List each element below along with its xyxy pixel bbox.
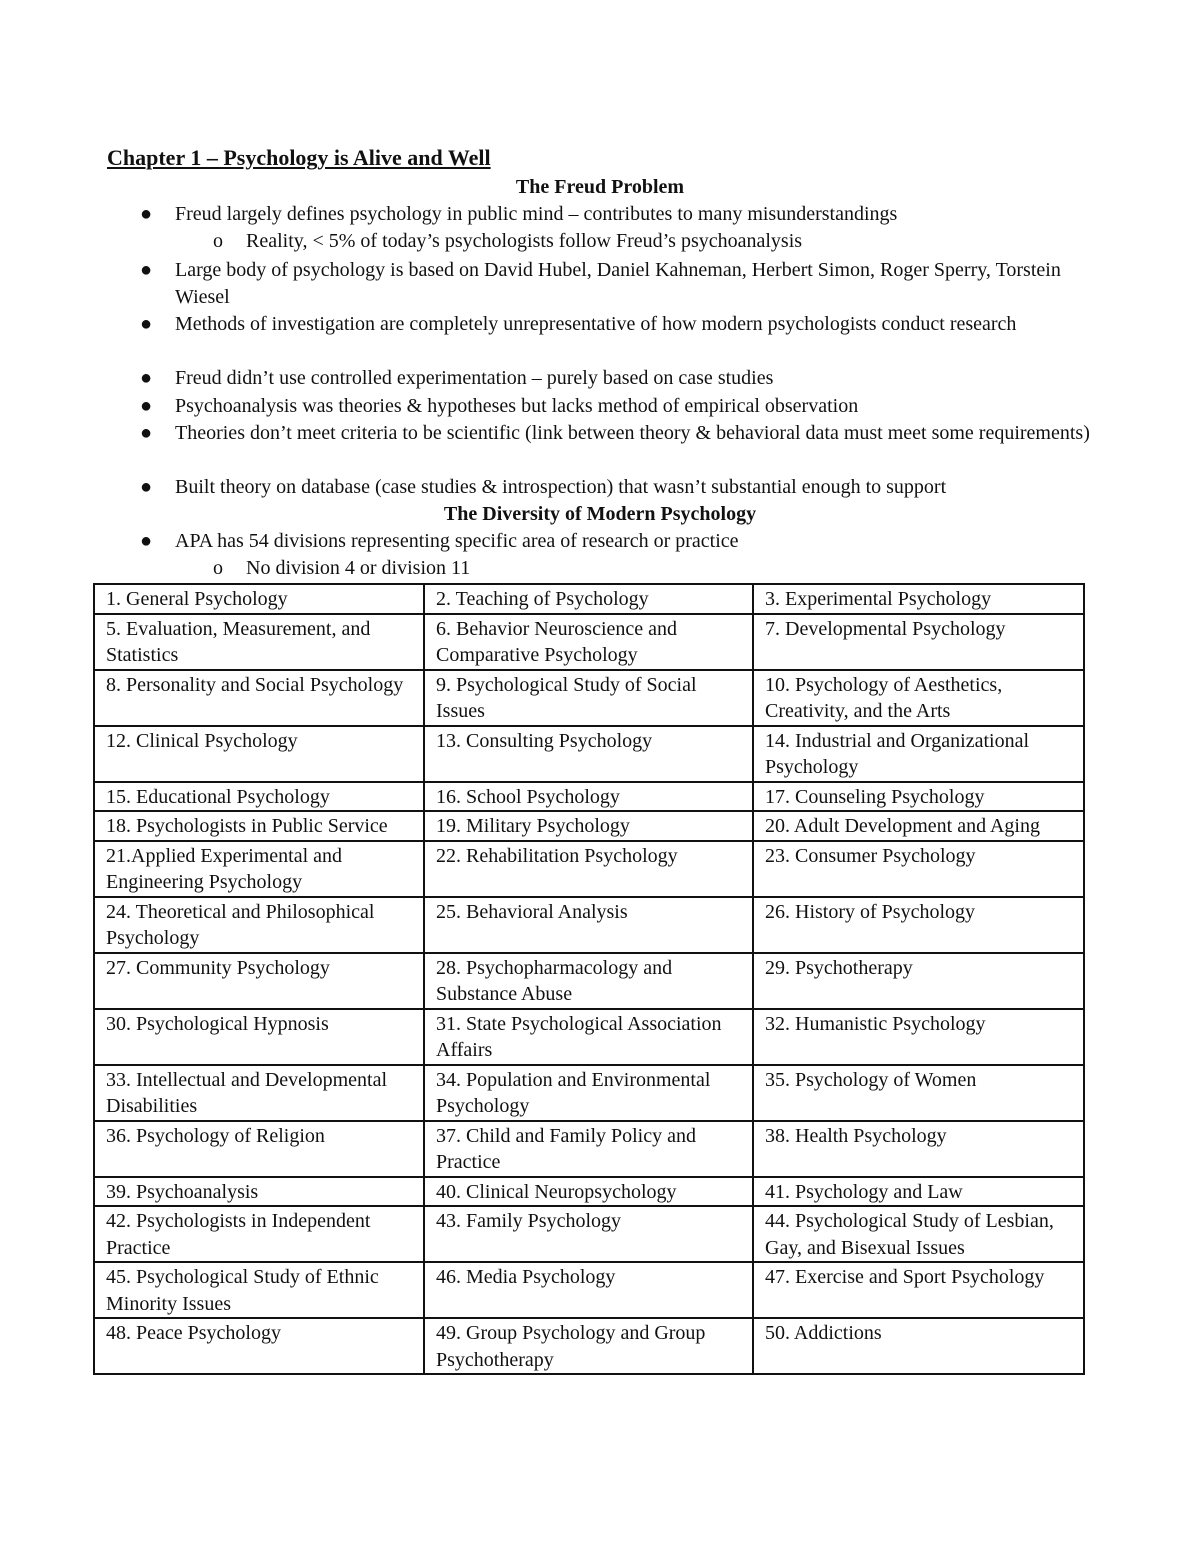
table-cell: 8. Personality and Social Psychology bbox=[94, 670, 424, 726]
bullet-item: Psychoanalysis was theories & hypotheses but lacks method of empirical observation bbox=[175, 395, 859, 417]
table-row bbox=[94, 1009, 1084, 1065]
sub-bullet-marker: o bbox=[213, 230, 223, 252]
section-heading-diversity: The Diversity of Modern Psychology bbox=[443, 503, 757, 525]
bullet-marker: ● bbox=[140, 259, 153, 281]
table-cell: 29. Psychotherapy bbox=[753, 953, 1084, 1009]
table-cell: 24. Theoretical and Philosophical Psychology bbox=[94, 897, 424, 953]
bullet-item: APA has 54 divisions representing specific area of research or practice bbox=[175, 530, 739, 552]
table-row bbox=[94, 953, 1084, 1009]
table-row bbox=[94, 584, 1084, 614]
bullet-marker: ● bbox=[140, 476, 153, 498]
table-cell: 49. Group Psychology and Group Psychotherapy bbox=[424, 1318, 753, 1374]
table-cell: 21.Applied Experimental and Engineering Psychology bbox=[94, 841, 424, 897]
table-cell: 42. Psychologists in Independent Practice bbox=[94, 1206, 424, 1262]
table-row bbox=[94, 1262, 1084, 1318]
table-cell: 34. Population and Environmental Psychology bbox=[424, 1065, 753, 1121]
table-row bbox=[94, 1065, 1084, 1121]
table-cell: 31. State Psychological Association Affairs bbox=[424, 1009, 753, 1065]
table-cell: 1. General Psychology bbox=[94, 584, 424, 614]
table-cell: 5. Evaluation, Measurement, and Statistics bbox=[94, 614, 424, 670]
bullet-item: Theories don’t meet criteria to be scientific (link between theory & behavioral data must meet some requirements) bbox=[175, 422, 1090, 444]
apa-divisions-table bbox=[93, 583, 1085, 1375]
bullet-marker: ● bbox=[140, 203, 153, 225]
table-cell: 30. Psychological Hypnosis bbox=[94, 1009, 424, 1065]
table-cell: 43. Family Psychology bbox=[424, 1206, 753, 1262]
table-cell: 38. Health Psychology bbox=[753, 1121, 1084, 1177]
table-row bbox=[94, 726, 1084, 782]
table-row bbox=[94, 841, 1084, 897]
table-cell: 25. Behavioral Analysis bbox=[424, 897, 753, 953]
table-row bbox=[94, 897, 1084, 953]
section-heading-freud: The Freud Problem bbox=[515, 176, 685, 198]
table-cell: 10. Psychology of Aesthetics, Creativity, and the Arts bbox=[753, 670, 1084, 726]
sub-bullet-marker: o bbox=[213, 557, 223, 579]
table-cell: 45. Psychological Study of Ethnic Minority Issues bbox=[94, 1262, 424, 1318]
table-cell: 35. Psychology of Women bbox=[753, 1065, 1084, 1121]
table-row bbox=[94, 811, 1084, 841]
table-cell: 33. Intellectual and Developmental Disabilities bbox=[94, 1065, 424, 1121]
bullet-item: Large body of psychology is based on David Hubel, Daniel Kahneman, Herbert Simon, Roger Sperry, Torstein Wiesel bbox=[175, 259, 1061, 308]
table-cell: 2. Teaching of Psychology bbox=[424, 584, 753, 614]
table-cell: 6. Behavior Neuroscience and Comparative Psychology bbox=[424, 614, 753, 670]
bullet-marker: ● bbox=[140, 422, 153, 444]
table-cell: 18. Psychologists in Public Service bbox=[94, 811, 424, 841]
table-cell: 22. Rehabilitation Psychology bbox=[424, 841, 753, 897]
chapter-title: Chapter 1 – Psychology is Alive and Well bbox=[107, 145, 491, 170]
bullet-item: Freud largely defines psychology in public mind – contributes to many misunderstandings bbox=[175, 203, 898, 225]
table-cell: 3. Experimental Psychology bbox=[753, 584, 1084, 614]
table-row bbox=[94, 1206, 1084, 1262]
bullet-marker: ● bbox=[140, 367, 153, 389]
table-cell: 27. Community Psychology bbox=[94, 953, 424, 1009]
table-cell: 20. Adult Development and Aging bbox=[753, 811, 1084, 841]
bullet-item: Built theory on database (case studies & introspection) that wasn’t substantial enough to support bbox=[175, 476, 947, 498]
table-cell: 44. Psychological Study of Lesbian, Gay, and Bisexual Issues bbox=[753, 1206, 1084, 1262]
table-cell: 13. Consulting Psychology bbox=[424, 726, 753, 782]
table-cell: 41. Psychology and Law bbox=[753, 1177, 1084, 1207]
sub-bullet-item: Reality, < 5% of today’s psychologists follow Freud’s psychoanalysis bbox=[246, 230, 803, 252]
bullet-marker: ● bbox=[140, 530, 153, 552]
table-cell: 47. Exercise and Sport Psychology bbox=[753, 1262, 1084, 1318]
bullet-marker: ● bbox=[140, 313, 153, 335]
table-row bbox=[94, 782, 1084, 812]
table-cell: 32. Humanistic Psychology bbox=[753, 1009, 1084, 1065]
bullet-marker: ● bbox=[140, 395, 153, 417]
table-row bbox=[94, 1121, 1084, 1177]
table-cell: 28. Psychopharmacology and Substance Abuse bbox=[424, 953, 753, 1009]
table-cell: 48. Peace Psychology bbox=[94, 1318, 424, 1374]
sub-bullet-item: No division 4 or division 11 bbox=[246, 557, 471, 579]
table-cell: 46. Media Psychology bbox=[424, 1262, 753, 1318]
table-cell: 12. Clinical Psychology bbox=[94, 726, 424, 782]
table-cell: 15. Educational Psychology bbox=[94, 782, 424, 812]
table-cell: 23. Consumer Psychology bbox=[753, 841, 1084, 897]
table-row bbox=[94, 670, 1084, 726]
table-cell: 26. History of Psychology bbox=[753, 897, 1084, 953]
table-cell: 9. Psychological Study of Social Issues bbox=[424, 670, 753, 726]
table-cell: 19. Military Psychology bbox=[424, 811, 753, 841]
table-cell: 7. Developmental Psychology bbox=[753, 614, 1084, 670]
table-row bbox=[94, 1318, 1084, 1374]
table-cell: 50. Addictions bbox=[753, 1318, 1084, 1374]
bullet-item: Methods of investigation are completely unrepresentative of how modern psychologists conduct research bbox=[175, 313, 1017, 335]
bullet-item: Freud didn’t use controlled experimentation – purely based on case studies bbox=[175, 367, 774, 389]
table-row bbox=[94, 614, 1084, 670]
table-row bbox=[94, 1177, 1084, 1207]
table-cell: 36. Psychology of Religion bbox=[94, 1121, 424, 1177]
table-cell: 14. Industrial and Organizational Psychology bbox=[753, 726, 1084, 782]
table-cell: 16. School Psychology bbox=[424, 782, 753, 812]
table-cell: 39. Psychoanalysis bbox=[94, 1177, 424, 1207]
table-cell: 40. Clinical Neuropsychology bbox=[424, 1177, 753, 1207]
table-cell: 17. Counseling Psychology bbox=[753, 782, 1084, 812]
table-cell: 37. Child and Family Policy and Practice bbox=[424, 1121, 753, 1177]
